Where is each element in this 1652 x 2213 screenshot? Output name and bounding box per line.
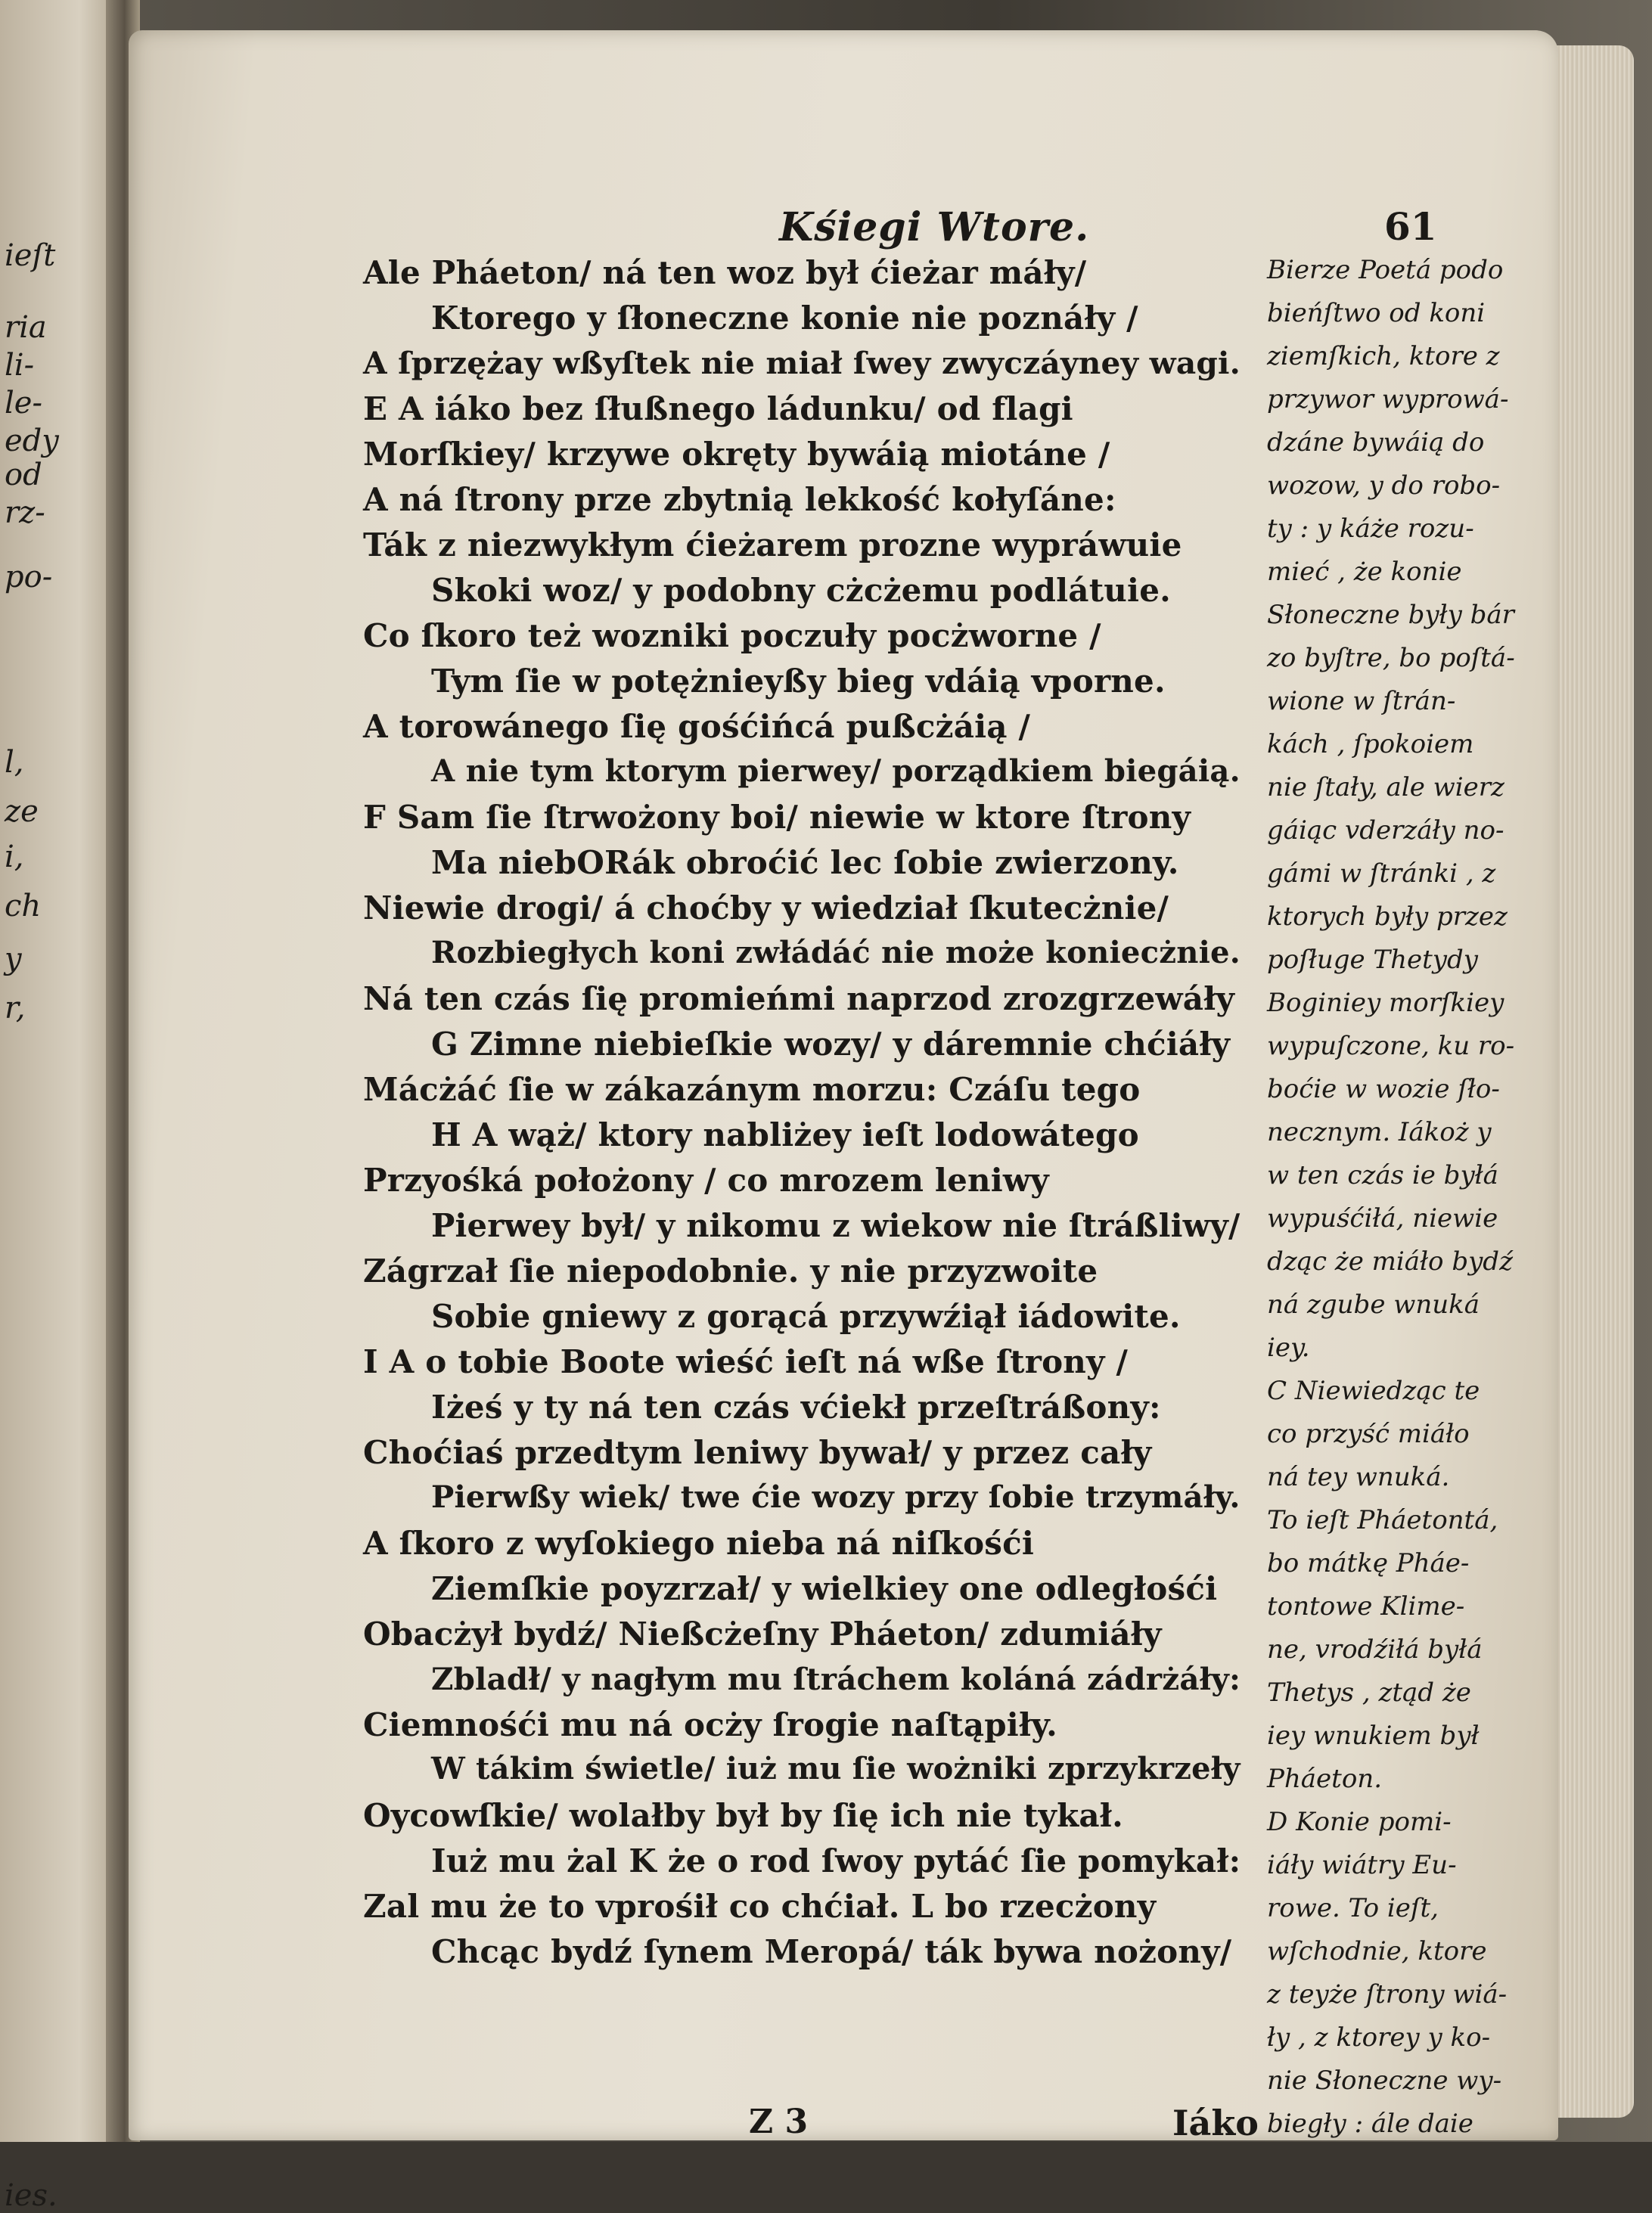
verse-line: Tym ſie w potężnieyßy bieg vdáią vporne. [431,663,1166,700]
previous-page-fragment: i, [5,840,24,874]
side-note-line: Bierze Poetá podo [1267,255,1504,285]
verse-line: Co ſkoro też wozniki poczuły pocżworne / [363,617,1101,654]
side-note-line: zo byſtre, bo poſtá- [1267,643,1515,673]
previous-page-fragment: y [5,942,22,976]
running-title: Kśiegi Wtore. [779,204,1090,250]
previous-page-fragment: ies. [5,2178,57,2213]
side-note-line: wſchodnie, ktore [1267,1936,1487,1966]
verse-line: Ktorego y ſłoneczne konie nie poznáły / [431,300,1138,337]
side-note-line: ktorych były przez [1267,902,1508,932]
verse-line: A ná ſtrony prze zbytnią lekkość kołyſáne: [363,481,1116,518]
side-note-line: poſługe Thetydy [1267,945,1478,975]
side-note-line: nie Słoneczne wy- [1267,2066,1502,2096]
verse-line: Niewie drogi/ á choćby y wiedział ſkutecżnie/ [363,889,1169,926]
folio-number: 61 [1384,204,1437,249]
verse-line: Morſkiey/ krzywe okręty bywáią miotáne / [363,436,1110,473]
previous-page-fragment: ze [5,794,39,829]
verse-line: Iuż mu żal K że o rod ſwoy pytáć ſie pomykał: [431,1842,1241,1879]
side-note-line: ty : y káże rozu- [1267,514,1474,544]
side-note-line: ziemſkich, ktore z [1267,341,1500,371]
verse-line: Ale Pháeton/ ná ten woz był ćieżar máły/ [363,254,1087,291]
signature-mark: Z 3 [749,2103,809,2141]
side-note-line: bieńſtwo od koni [1267,298,1486,328]
verse-line: Rozbiegłych koni zwłádáć nie może koniecżnie. [431,935,1241,970]
side-note-line: tontowe Klime- [1267,1591,1465,1622]
verse-line: Zágrzał ſie niepodobnie. y nie przyzwoite [363,1252,1098,1290]
verse-line: A torowánego ſię gośćińcá pußcżáią / [363,708,1031,745]
side-note-line: Słoneczne były bár [1267,600,1514,630]
previous-page-fragment: l, [5,745,24,780]
previous-page-fragment: ch [5,889,42,923]
side-note-line: ná zgube wnuká [1267,1290,1480,1320]
side-note-line: wozow, y do robo- [1267,470,1501,501]
verse-line: Skoki woz/ y podobny cżcżemu podlátuie. [431,572,1171,609]
side-note-line: To ieſt Pháetontá, [1267,1505,1498,1535]
side-note-line: co przyść miáło [1267,1419,1470,1449]
side-note-line: wypuſczone, ku ro- [1267,1031,1515,1061]
side-note-line: z teyże ſtrony wiá- [1267,1979,1508,2010]
side-note-line: dzáne bywáią do [1267,427,1485,458]
side-note-line: gáiąc vderzáły no- [1267,815,1504,846]
verse-line: Ná ten czás ſię promieńmi naprzod zrozgrzewáły [363,980,1235,1017]
side-note-line: wypuśćiłá, niewie [1267,1203,1498,1234]
side-note-line: Thetys , ztąd że [1267,1678,1471,1708]
previous-page-fragment: li- [5,348,35,383]
side-note-line: ná tey wnuká. [1267,1462,1450,1492]
side-note-line: iáły wiátry Eu- [1267,1850,1457,1880]
verse-line: A nie tym ktorym pierwey/ porządkiem biegáią. [431,753,1241,789]
verse-line: Zal mu że to vprośił co chćiał. L bo rzecżony [363,1888,1157,1925]
side-note-line: mieć , że konie [1267,557,1462,587]
side-note-line: rowe. To ieſt, [1267,1893,1439,1923]
verse-line: Oycowſkie/ wolałby był by ſię ich nie tykał. [363,1797,1123,1834]
previous-page-fragment: edy [5,424,59,458]
side-note-line: ne, vrodźiłá byłá [1267,1634,1483,1665]
verse-line: H A wąż/ ktory nabliżey ieſt lodowátego [431,1116,1139,1153]
verse-line: I A o tobie Boote wieść ieſt ná wße ſtrony / [363,1343,1128,1380]
side-note-line: Pháeton. [1267,1764,1383,1794]
previous-page-fragment: rz- [5,495,45,530]
verse-line: Ták z niezwykłym ćieżarem prozne wypráwuie [363,526,1182,563]
side-note-line: gámi w ſtránki , z [1267,858,1496,889]
verse-line: Chcąc bydź ſynem Meropá/ ták bywa nożony/ [431,1933,1232,1970]
previous-page-fragment: ria [5,310,47,345]
verse-line: A ſprzężay wßyſtek nie miał ſwey zwyczáyney wagi. [363,345,1241,381]
side-note-line: przywor wyprowá- [1267,384,1509,414]
verse-line: Zbladł/ y nagłym mu ſtráchem koláná zádrżáły: [431,1661,1241,1697]
previous-page-fragment: po- [5,560,53,594]
side-note-line: w ten czás ie byłá [1267,1160,1498,1190]
previous-page-fragment: ieſt [5,238,56,273]
side-note-line: wione w ſtrán- [1267,686,1456,716]
verse-line: W tákim świetle/ iuż mu ſie wożniki zprzykrzeły [431,1752,1241,1786]
verse-line: Mácżáć ſie w zákazánym morzu: Czáſu tego [363,1071,1141,1108]
previous-page-fragment: od [5,458,42,492]
verse-line: A ſkoro z wyſokiego nieba ná niſkośći [363,1525,1035,1562]
verse-line: F Sam ſie ſtrwożony boi/ niewie w ktore ſtrony [363,799,1191,836]
verse-line: Choćiaś przedtym leniwy bywał/ y przez cały [363,1434,1152,1471]
verse-line: Iżeś y ty ná ten czás vćiekł przeſtráßony: [431,1389,1161,1426]
previous-page-fragment: r, [5,991,26,1026]
side-note-line: Boginiey morſkiey [1267,988,1504,1018]
verse-line: G Zimne niebieſkie wozy/ y dáremnie chćiáły [431,1026,1231,1063]
verse-line: Ciemnośći mu ná ocży ſrogie naſtąpiły. [363,1706,1057,1743]
side-note-line: nie ſtały, ale wierz [1267,772,1504,802]
verse-line: Pierwey był/ y nikomu z wiekow nie ſtráßliwy/ [431,1207,1241,1244]
verse-line: Obacżył bydź/ Nießcżeſny Pháeton/ zdumiáły [363,1616,1162,1653]
side-note-line: C Niewiedząc te [1267,1376,1480,1406]
side-note-line: iey. [1267,1333,1310,1363]
side-note-line: dząc że miáło bydź [1267,1246,1513,1277]
side-note-line: bo mátkę Pháe- [1267,1548,1470,1578]
verse-line: E A iáko bez ſłußnego ládunku/ od flagi [363,390,1073,427]
verse-line: Ziemſkie poyzrzał/ y wielkiey one odległośći [431,1570,1218,1607]
side-note-line: D Konie pomi- [1267,1807,1452,1837]
side-note-line: biegły : ále daie [1267,2109,1473,2139]
catchword: Iáko [1172,2103,1259,2143]
side-note-line: necznym. Iákoż y [1267,1117,1492,1147]
previous-page-edge [0,0,113,2213]
verse-line: Sobie gniewy z gorącá przywźiął iádowite. [431,1298,1181,1335]
verse-line: Pierwßy wiek/ twe ćie wozy przy ſobie trzymáły. [431,1479,1241,1515]
side-note-line: boćie w wozie ſło- [1267,1074,1500,1104]
verse-line: Przyośká położony / co mrozem leniwy [363,1162,1049,1199]
page [129,30,1558,2143]
side-note-line: iey wnukiem był [1267,1721,1480,1751]
side-note-line: kách , ſpokoiem [1267,729,1474,759]
side-note-line: ły , z ktorey y ko- [1267,2022,1491,2053]
previous-page-fragment: le- [5,386,42,421]
verse-line: Ma niebORák obroćić lec ſobie zwierzony. [431,844,1179,881]
